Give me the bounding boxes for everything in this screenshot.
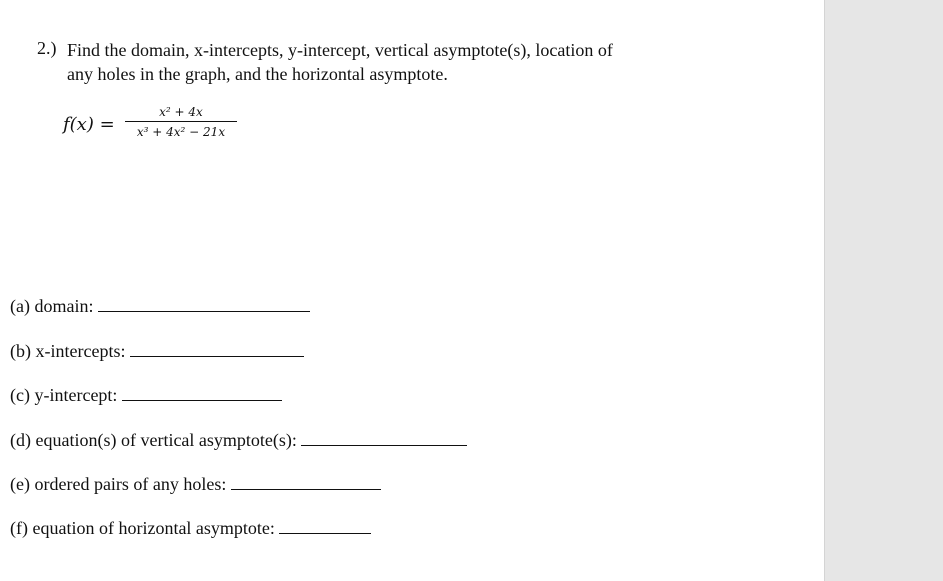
question-c-y-intercept: [10, 385, 282, 406]
function-fraction: [125, 104, 237, 140]
problem-statement-line-1: Find the domain, x-intercepts, y-intercept, vertical asymptote(s), location of: [67, 40, 613, 60]
problem-number: 2.): [37, 38, 57, 58]
answer-line-f[interactable]: [279, 532, 371, 534]
problem-statement-line-2: any holes in the graph, and the horizontal asymptote.: [67, 64, 448, 84]
function-lhs: f(x) =: [63, 114, 115, 135]
question-b-x-intercepts: [10, 341, 304, 362]
answer-line-a[interactable]: [98, 310, 310, 312]
problem-statement: [67, 38, 707, 86]
answer-line-d[interactable]: [301, 444, 467, 446]
question-d-vertical-asymptotes: [10, 430, 467, 451]
question-c-label: (c) y-intercept:: [10, 385, 118, 405]
question-f-horizontal-asymptote: [10, 518, 371, 539]
answer-line-e[interactable]: [231, 488, 381, 490]
fraction-numerator: x² + 4x: [159, 105, 203, 119]
question-e-label: (e) ordered pairs of any holes:: [10, 474, 227, 494]
question-a-label: (a) domain:: [10, 296, 94, 316]
question-a-domain: [10, 296, 310, 317]
question-d-label: (d) equation(s) of vertical asymptote(s):: [10, 430, 297, 450]
fraction-bar: [125, 121, 237, 122]
question-b-label: (b) x-intercepts:: [10, 341, 126, 361]
question-e-holes: [10, 474, 381, 495]
right-gray-margin: [824, 0, 943, 581]
answer-line-c[interactable]: [122, 399, 282, 401]
question-f-label: (f) equation of horizontal asymptote:: [10, 518, 275, 538]
fraction-denominator: x³ + 4x² − 21x: [136, 125, 226, 139]
answer-line-b[interactable]: [130, 355, 304, 357]
